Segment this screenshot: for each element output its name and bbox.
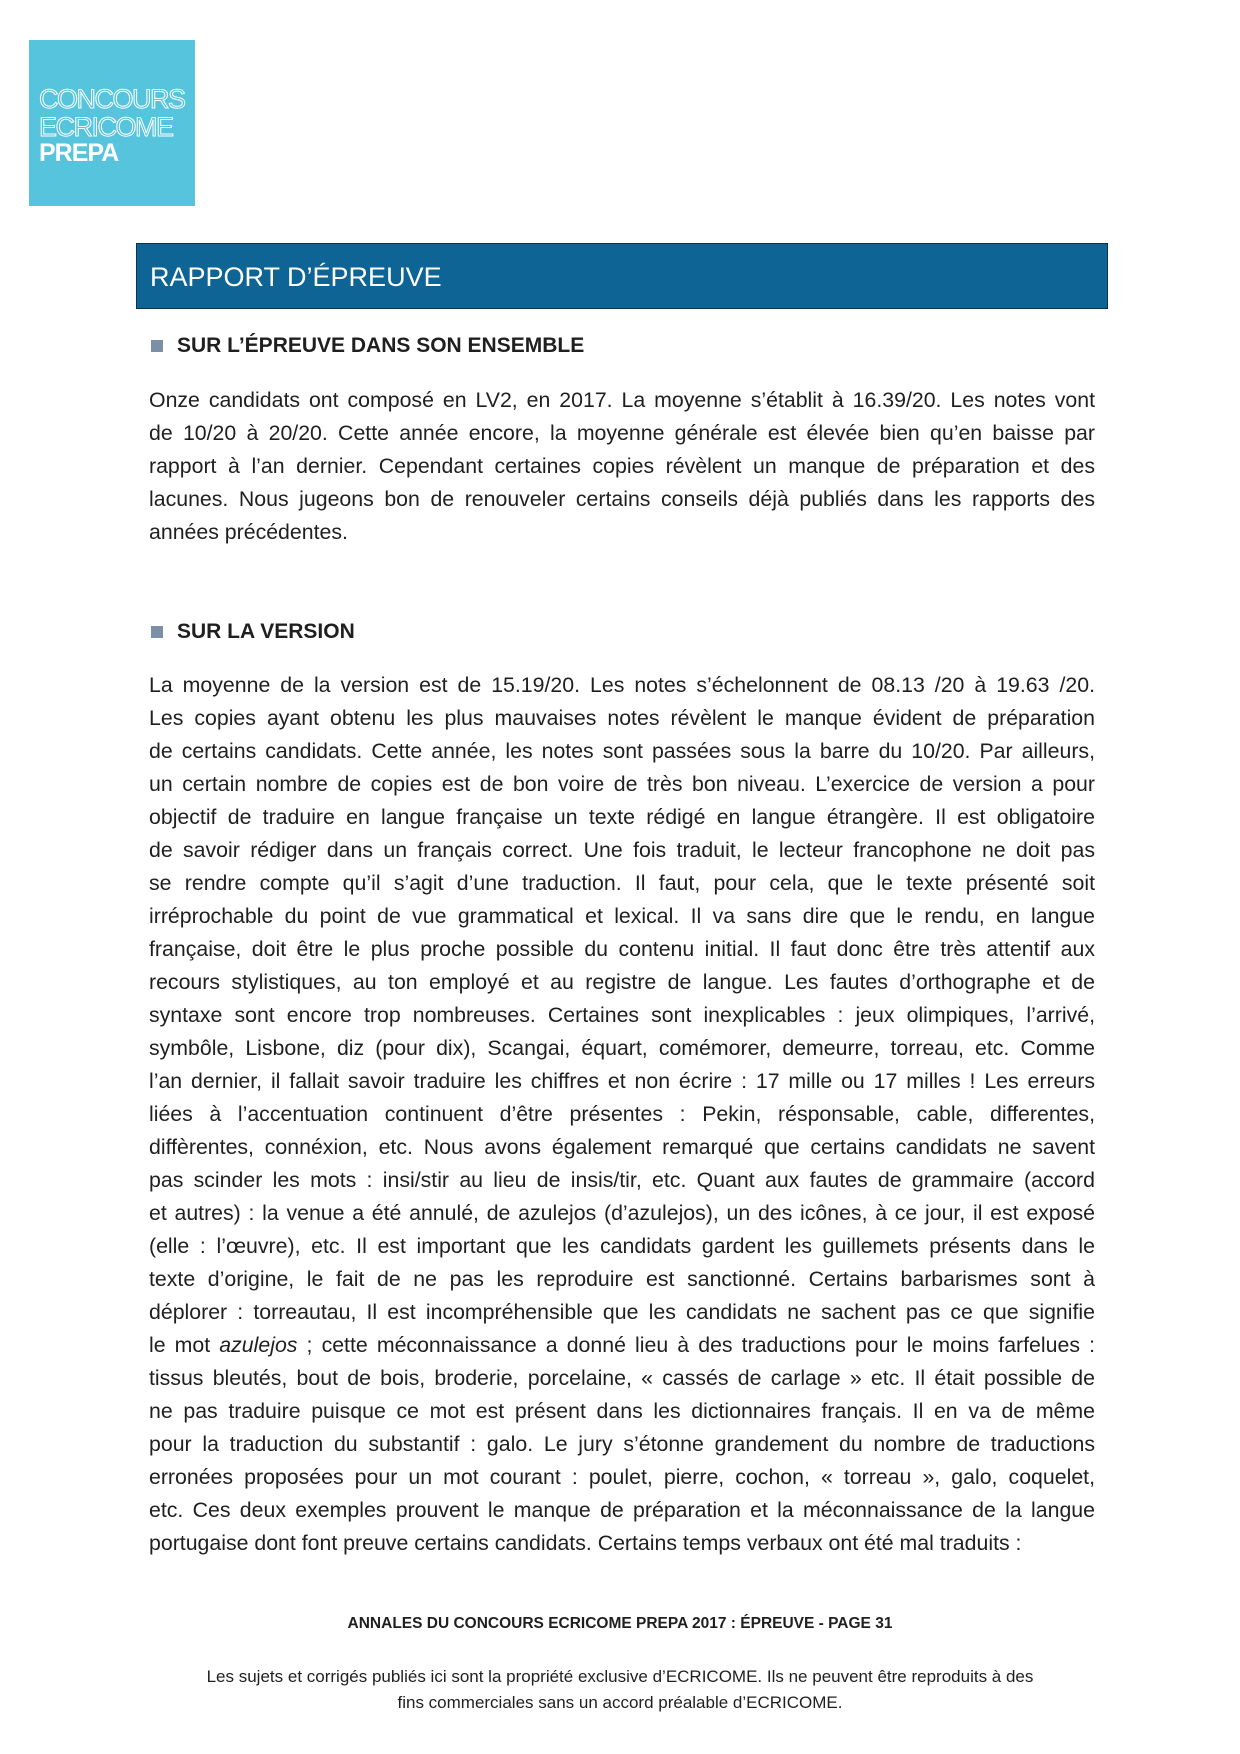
- footer-copyright-note: [0, 1664, 1240, 1716]
- paragraph-line: recours stylistiques, au ton employé et au registre de langue. Les fautes d’orthographe et de: [149, 970, 1095, 994]
- paragraph-line: portugaise dont font preuve certains candidats. Certains temps verbaux ont été mal traduits :: [149, 1531, 1022, 1555]
- paragraph-line: pas scinder les mots : insi/stir au lieu de insis/tir, etc. Quant aux fautes de grammaire (accord: [149, 1168, 1095, 1192]
- ecricome-logo: [29, 40, 195, 206]
- report-banner: [136, 243, 1108, 309]
- paragraph-line: etc. Ces deux exemples prouvent le manque de préparation et la méconnaissance de la langue: [149, 1498, 1095, 1522]
- footer-note-line: Les sujets et corrigés publiés ici sont la propriété exclusive d’ECRICOME. Ils ne peuvent être reproduits à des: [206, 1667, 1034, 1686]
- paragraph-line: rapport à l’an dernier. Cependant certaines copies révèlent un manque de préparation et des: [149, 454, 1095, 478]
- bullet-square-icon: [151, 626, 163, 638]
- paragraph-line: se rendre compte qu’il s’agit d’une traduction. Il faut, pour cela, que le texte présenté soit: [149, 871, 1095, 895]
- paragraph-line: l’an dernier, il fallait savoir traduire les chiffres et non écrire : 17 mille ou 17 milles ! Les erreurs: [149, 1069, 1095, 1093]
- logo-line-prepa: PREPA: [39, 139, 119, 167]
- paragraph-line: syntaxe sont encore trop nombreuses. Certaines sont inexplicables : jeux olimpiques, l’arrivé,: [149, 1003, 1095, 1027]
- paragraph-line: Onze candidats ont composé en LV2, en 2017. La moyenne s’établit à 16.39/20. Les notes vont: [149, 388, 1095, 412]
- paragraph-line: lacunes. Nous jugeons bon de renouveler certains conseils déjà publiés dans les rapports des: [149, 487, 1095, 511]
- paragraph-line: de 10/20 à 20/20. Cette année encore, la moyenne générale est élevée bien qu’en baisse par: [149, 421, 1095, 445]
- paragraph-line: de savoir rédiger dans un français correct. Une fois traduit, le lecteur francophone ne doit pas: [149, 838, 1095, 862]
- paragraph-line: La moyenne de la version est de 15.19/20. Les notes s’échelonnent de 08.13 /20 à 19.63 /20.: [149, 673, 1095, 697]
- paragraph-line: diffèrentes, connéxion, etc. Nous avons également remarqué que certains candidats ne savent: [149, 1135, 1095, 1159]
- page-title: RAPPORT D’ÉPREUVE: [150, 262, 442, 292]
- paragraph-line: années précédentes.: [149, 520, 348, 544]
- paragraph-line: un certain nombre de copies est de bon voire de très bon niveau. L’exercice de version a pour: [149, 772, 1095, 796]
- section-title: SUR LA VERSION: [177, 620, 355, 643]
- paragraph-line: liées à l’accentuation continuent d’être présentes : Pekin, résponsable, cable, differentes,: [149, 1102, 1095, 1126]
- paragraph-line: symbôle, Lisbone, diz (pour dix), Scangai, équart, comémorer, demeurre, torreau, etc. Comme: [149, 1036, 1095, 1060]
- paragraph-line: française, doit être le plus proche possible du contenu initial. Il faut donc être très attentif aux: [149, 937, 1095, 961]
- paragraph-line: Les copies ayant obtenu les plus mauvaises notes révèlent le manque évident de préparation: [149, 706, 1095, 730]
- paragraph-line: tissus bleutés, bout de bois, broderie, porcelaine, « cassés de carlage » etc. Il était possible de: [149, 1366, 1095, 1390]
- logo-line-concours: CONCOURS: [39, 84, 185, 114]
- paragraph-version: [149, 669, 1095, 1560]
- section-heading-ensemble: [151, 334, 584, 358]
- paragraph-line: objectif de traduire en langue française un texte rédigé en langue étrangère. Il est obligatoire: [149, 805, 1095, 829]
- paragraph-line: erronées proposées pour un mot courant : poulet, pierre, cochon, « torreau », galo, coquelet,: [149, 1465, 1095, 1489]
- paragraph-line: le mot azulejos ; cette méconnaissance a donné lieu à des traductions pour le moins farfelues :: [149, 1333, 1095, 1357]
- bullet-square-icon: [151, 340, 163, 352]
- section-heading-version: [151, 620, 355, 644]
- paragraph-line: de certains candidats. Cette année, les notes sont passées sous la barre du 10/20. Par ailleurs,: [149, 739, 1095, 763]
- paragraph-line: texte d’origine, le fait de ne pas les reproduire est sanctionné. Certains barbarismes sont à: [149, 1267, 1095, 1291]
- paragraph-line: pour la traduction du substantif : galo. Le jury s’étonne grandement du nombre de traductions: [149, 1432, 1095, 1456]
- logo-line-ecricome: ECRICOME: [39, 112, 173, 142]
- footer-note-line: fins commerciales sans un accord préalable d’ECRICOME.: [397, 1693, 843, 1712]
- paragraph-line: et autres) : la venue a été annulé, de azulejos (d’azulejos), un des icônes, à ce jour, il est exposé: [149, 1201, 1095, 1225]
- paragraph-line: (elle : l’œuvre), etc. Il est important que les candidats gardent les guillemets présents dans le: [149, 1234, 1095, 1258]
- paragraph-ensemble: [149, 384, 1095, 549]
- paragraph-line: irréprochable du point de vue grammatical et lexical. Il va sans dire que le rendu, en langue: [149, 904, 1095, 928]
- paragraph-line: déplorer : torreautau, Il est incompréhensible que les candidats ne sachent pas ce que signifie: [149, 1300, 1095, 1324]
- footer-title: ANNALES DU CONCOURS ECRICOME PREPA 2017 : ÉPREUVE - PAGE 31: [347, 1615, 893, 1632]
- section-title: SUR L’ÉPREUVE DANS SON ENSEMBLE: [177, 334, 585, 357]
- paragraph-line: ne pas traduire puisque ce mot est présent dans les dictionnaires français. Il en va de même: [149, 1399, 1095, 1423]
